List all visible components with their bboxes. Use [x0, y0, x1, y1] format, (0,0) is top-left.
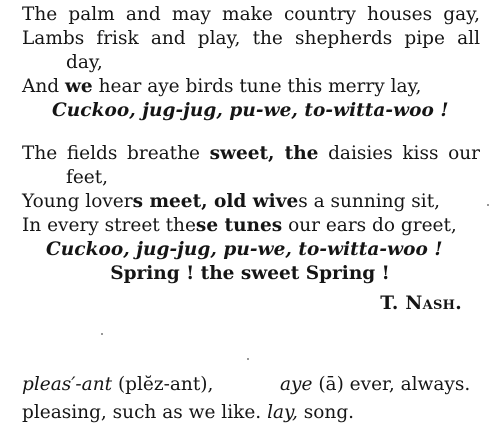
poem-closing-text: Spring ! the sweet Spring ! [110, 263, 390, 284]
poem-line-8-bold: se tunes [195, 215, 283, 236]
poem-line-5-bold: sweet, the [209, 143, 319, 164]
author-rest: ash. [422, 293, 462, 314]
poem-line-2 [22, 27, 480, 51]
poem-line-5-start: The fields breathe [22, 143, 210, 164]
refrain-1-text: Cuckoo, jug-jug, pu-we, to-witta-woo ! [52, 100, 449, 121]
gloss-pleasant-word: pleas′-ant [22, 374, 113, 395]
gloss-aye-pronunciation: (ā) [318, 374, 344, 395]
poem-line-4 [22, 75, 421, 99]
poem-line-8-end: our ears do greet, [282, 215, 457, 236]
scan-speck [487, 204, 489, 206]
poem-closing-line [0, 262, 500, 286]
poem-line-7 [22, 190, 440, 214]
poem-line-4-end: hear aye birds tune this merry lay, [92, 76, 422, 97]
poem-line-3 [66, 51, 103, 75]
gloss-lay-word: lay, [267, 402, 298, 423]
poem-line-6 [66, 166, 108, 190]
gloss-aye-word: aye [280, 374, 313, 395]
poem-line-7-start: Young lover [22, 191, 133, 212]
poem-author [380, 292, 462, 316]
poem-line-6-text: feet, [66, 167, 109, 188]
author-initial: T. N [380, 293, 423, 314]
poem-line-5 [22, 142, 480, 166]
poem-line-1 [22, 3, 480, 27]
refrain-2-text: Cuckoo, jug-jug, pu-we, to-witta-woo ! [46, 239, 443, 260]
gloss-pleasant-definition: pleasing, such as we like. [22, 402, 262, 423]
scan-speck [101, 333, 103, 335]
gloss-entry-pleasant [22, 373, 213, 397]
gloss-aye-definition: ever, always. [343, 374, 471, 395]
gloss-entry-aye [280, 373, 470, 397]
poem-line-7-end: s a sunning sit, [298, 191, 441, 212]
scan-speck [247, 358, 249, 360]
gloss-pleasant-pronunciation: (plĕz-ant), [117, 374, 214, 395]
poem-line-4-bold: we [65, 76, 93, 97]
poem-line-2-text: Lambs frisk and play, the shepherds pipe all [22, 28, 480, 49]
gloss-pleasant-definition-line [22, 401, 354, 425]
poem-line-5-end: daisies kiss our [318, 143, 480, 164]
refrain-1 [52, 99, 449, 123]
poem-line-8-start: In every street the [22, 215, 196, 236]
poem-line-7-bold: s meet, old wive [132, 191, 299, 212]
poem-line-1-text: The palm and may make country houses gay, [22, 4, 480, 25]
refrain-2 [46, 238, 443, 262]
poem-line-3-text: day, [66, 52, 103, 73]
poem-line-8 [22, 214, 457, 238]
poem-line-4-start: And [22, 76, 65, 97]
gloss-lay-definition: song. [297, 402, 355, 423]
